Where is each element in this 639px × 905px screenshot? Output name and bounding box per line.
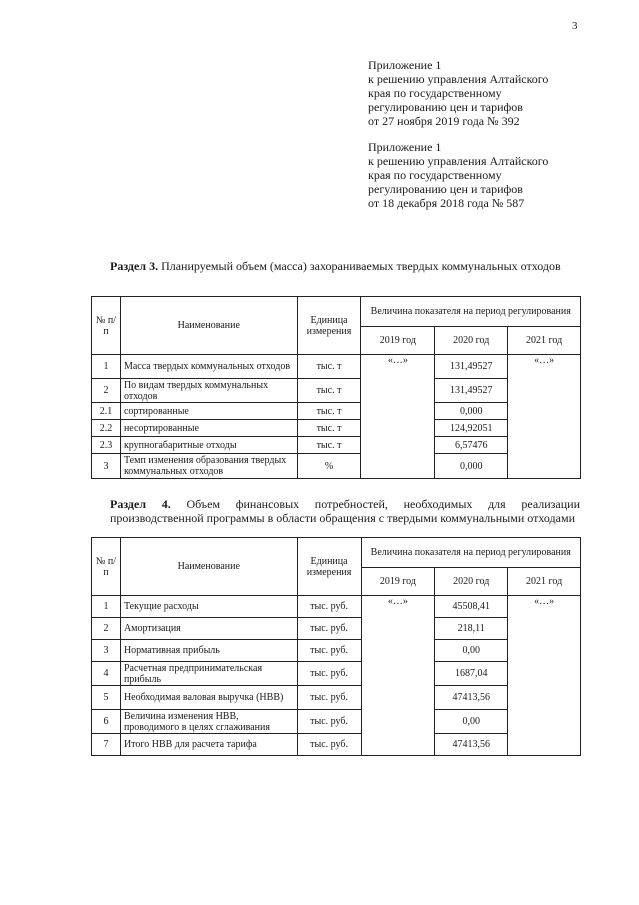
- table-row: [92, 710, 581, 734]
- value-2020: 218,11: [435, 618, 508, 640]
- value-2021: «…»: [508, 596, 581, 756]
- row-num: 2.2: [92, 420, 121, 437]
- row-unit: тыс. т: [297, 379, 361, 403]
- row-num: 2: [92, 379, 121, 403]
- table-row: [92, 437, 581, 454]
- value-2020: 6,57476: [435, 437, 508, 454]
- row-unit: %: [297, 454, 361, 479]
- col-header-name: Наименование: [120, 297, 297, 355]
- row-unit: тыс. т: [297, 355, 361, 379]
- row-name: Амортизация: [120, 618, 297, 640]
- value-2020: 0,000: [435, 403, 508, 420]
- appendix-previous: [368, 140, 548, 210]
- section3-table: [91, 296, 581, 479]
- section4-label: Раздел 4.: [110, 497, 171, 511]
- appendix-line: к решению управления Алтайского: [368, 72, 549, 86]
- appendix-line: Приложение 1: [368, 140, 442, 154]
- appendix-current: [368, 58, 548, 128]
- table-row: [92, 640, 581, 662]
- row-num: 1: [92, 596, 121, 618]
- value-2020: 45508,41: [435, 596, 508, 618]
- row-unit: тыс. руб.: [297, 662, 361, 686]
- row-name: По видам твердых коммунальных отходов: [120, 379, 297, 403]
- row-unit: тыс. руб.: [297, 710, 361, 734]
- col-header-num: № п/п: [92, 538, 121, 596]
- appendix-line: края по государственному: [368, 86, 502, 100]
- value-2020: 47413,56: [435, 734, 508, 756]
- value-2020: 0,00: [435, 710, 508, 734]
- row-unit: тыс. руб.: [297, 686, 361, 710]
- row-name: сортированные: [120, 403, 297, 420]
- row-unit: тыс. руб.: [297, 618, 361, 640]
- table-row: [92, 379, 581, 403]
- row-name: Итого НВВ для расчета тарифа: [120, 734, 297, 756]
- row-name: Нормативная прибыль: [120, 640, 297, 662]
- row-num: 1: [92, 355, 121, 379]
- row-num: 4: [92, 662, 121, 686]
- row-name: Текущие расходы: [120, 596, 297, 618]
- section4-title: [110, 497, 580, 525]
- value-2019: «…»: [361, 355, 435, 479]
- table-row: [92, 454, 581, 479]
- appendix-line: от 27 ноября 2019 года № 392: [368, 114, 520, 128]
- row-name: несортированные: [120, 420, 297, 437]
- row-unit: тыс. руб.: [297, 734, 361, 756]
- col-header-num: № п/п: [92, 297, 121, 355]
- row-name: Масса твердых коммунальных отходов: [120, 355, 297, 379]
- row-name: Расчетная предпринимательская прибыль: [120, 662, 297, 686]
- table-row: [92, 403, 581, 420]
- row-name: крупногабаритные отходы: [120, 437, 297, 454]
- row-unit: тыс. т: [297, 420, 361, 437]
- row-num: 2.3: [92, 437, 121, 454]
- value-2021: «…»: [508, 355, 581, 479]
- row-num: 5: [92, 686, 121, 710]
- section4-title-text: Объем финансовых потребностей, необходимых для реализации производственной программы в области обращения с твердыми коммунальными отходами: [110, 497, 581, 525]
- appendix-line: регулированию цен и тарифов: [368, 182, 523, 196]
- appendix-line: регулированию цен и тарифов: [368, 100, 523, 114]
- section4-table: [91, 537, 581, 756]
- table-row: [92, 355, 581, 379]
- row-num: 2: [92, 618, 121, 640]
- value-2020: 131,49527: [435, 379, 508, 403]
- row-name: Величина изменения НВВ, проводимого в целях сглаживания: [120, 710, 297, 734]
- table-row: [92, 662, 581, 686]
- row-num: 3: [92, 640, 121, 662]
- row-unit: тыс. т: [297, 437, 361, 454]
- section3-title: [110, 259, 580, 273]
- value-2019: «…»: [361, 596, 435, 756]
- col-header-2021: 2021 год: [508, 568, 581, 596]
- row-num: 2.1: [92, 403, 121, 420]
- appendix-line: от 18 декабря 2018 года № 587: [368, 196, 525, 210]
- row-name: Темп изменения образования твердых коммунальных отходов: [120, 454, 297, 479]
- row-unit: тыс. руб.: [297, 640, 361, 662]
- value-2020: 47413,56: [435, 686, 508, 710]
- value-2020: 0,000: [435, 454, 508, 479]
- value-2020: 131,49527: [435, 355, 508, 379]
- col-header-period: Величина показателя на период регулирования: [361, 538, 580, 568]
- row-unit: тыс. т: [297, 403, 361, 420]
- value-2020: 0,00: [435, 640, 508, 662]
- col-header-2021: 2021 год: [508, 327, 581, 355]
- table-row: [92, 618, 581, 640]
- row-num: 6: [92, 710, 121, 734]
- row-num: 3: [92, 454, 121, 479]
- page-number: 3: [572, 20, 578, 32]
- section3-label: Раздел 3.: [110, 259, 159, 273]
- row-name: Необходимая валовая выручка (НВВ): [120, 686, 297, 710]
- section3-title-text: Планируемый объем (масса) захораниваемых твердых коммунальных отходов: [161, 259, 561, 273]
- row-num: 7: [92, 734, 121, 756]
- value-2020: 124,92051: [435, 420, 508, 437]
- col-header-2019: 2019 год: [361, 327, 435, 355]
- value-2020: 1687,04: [435, 662, 508, 686]
- col-header-period: Величина показателя на период регулирования: [361, 297, 581, 327]
- col-header-unit: Единица измерения: [297, 538, 361, 596]
- appendix-line: края по государственному: [368, 168, 502, 182]
- table-row: [92, 596, 581, 618]
- table-row: [92, 420, 581, 437]
- appendix-line: к решению управления Алтайского: [368, 154, 549, 168]
- table-row: [92, 734, 581, 756]
- col-header-name: Наименование: [120, 538, 297, 596]
- col-header-2019: 2019 год: [361, 568, 435, 596]
- appendix-line: Приложение 1: [368, 58, 442, 72]
- col-header-unit: Единица измерения: [297, 297, 361, 355]
- col-header-2020: 2020 год: [435, 327, 508, 355]
- col-header-2020: 2020 год: [435, 568, 508, 596]
- row-unit: тыс. руб.: [297, 596, 361, 618]
- table-row: [92, 686, 581, 710]
